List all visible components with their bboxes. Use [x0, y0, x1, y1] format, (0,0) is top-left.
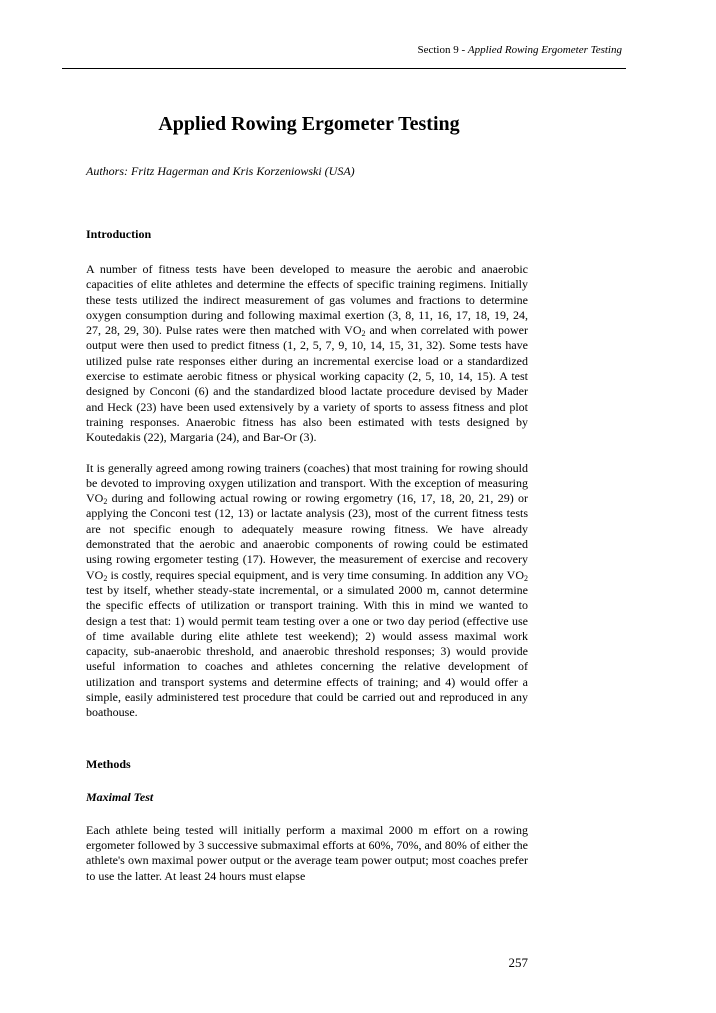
methods-paragraph-1: Each athlete being tested will initially perform a maximal 2000 m effort on a rowing ergometer followed by 3 successive submaximal efforts at 60%, 70%, and 80% of either the athlete's own maximal power output or the average team power output; most coaches prefer to use the latter. At least 24 hours must elapse [86, 822, 528, 883]
running-head-section: Section 9 - [417, 44, 468, 56]
paper-title: Applied Rowing Ergometer Testing [158, 113, 460, 135]
methods-heading: Methods [86, 756, 131, 771]
introduction-paragraph-1: A number of fitness tests have been developed to measure the aerobic and anaerobic capacities of elite athletes and determine the effects of specific training regimens. Initially these tests utilized the indirect measurement of gas volumes and fractions to determine oxygen consumption during and following maximal exertion (3, 8, 11, 16, 17, 18, 19, 24, 27, 28, 29, 30). Pulse rates were then matched with $VO_2$ and when correlated with power output were then used to predict fitness (1, 2, 5, 7, 9, 10, 14, 15, 31, 32). Some tests have utilized pulse rate responses either during an incremental exercise load or a standardized exercise to estimate aerobic fitness or physical working capacity (2, 5, 10, 14, 15). A test designed by Conconi (6) and the standardized blood lactate procedure devised by Mader and Heck (23) have been used extensively by a variety of sports to assess fitness and plot training responses. Anaerobic fitness has also been estimated with tests designed by Koutedakis (22), Margaria (24), and Bar-Or (3). [86, 262, 528, 445]
body-text [86, 227, 528, 884]
maximal-test-heading: Maximal Test [86, 789, 154, 804]
introduction-heading: Introduction [86, 227, 152, 241]
running-head [417, 44, 622, 57]
introduction-paragraph-2: It is generally agreed among rowing trainers (coaches) that most training for rowing should be devoted to improving oxygen utilization and transport. With the exception of measuring $VO_2$ during and following actual rowing or rowing ergometry (16, 17, 18, 20, 21, 29) or applying the Conconi test (12, 13) or lactate analysis (23), most of the current fitness tests are not specific enough to adequately measure rowing fitness. We have already demonstrated that the aerobic and anaerobic components of rowing could be estimated using rowing ergometer testing (17). However, the measurement of exercise and recovery $VO_2$ is costly, requires special equipment, and is very time consuming. In addition any $VO_2$ test by itself, whether steady-state incremental, or a simulated 2000 m, cannot determine the specific effects of utilization or transport training. With this in mind we wanted to design a test that: 1) would permit team testing over a one or two day period (effective use of time available during elite athlete test weekend); 2) would assess maximal work capacity, sub-anaerobic threshold, and anaerobic threshold responses; 3) would provide useful information to coaches and athletes concerning the relative development of utilization and transport systems and determine effects of training; and 4) would offer a simple, easily administered test procedure that could be carried out and reproduced in any boathouse. [86, 460, 528, 720]
page-number: 257 [508, 955, 528, 970]
authors-line: Authors: Fritz Hagerman and Kris Korzeniowski (USA) [86, 164, 355, 178]
header-rule [62, 68, 626, 69]
running-head-title: Applied Rowing Ergometer Testing [467, 44, 622, 56]
